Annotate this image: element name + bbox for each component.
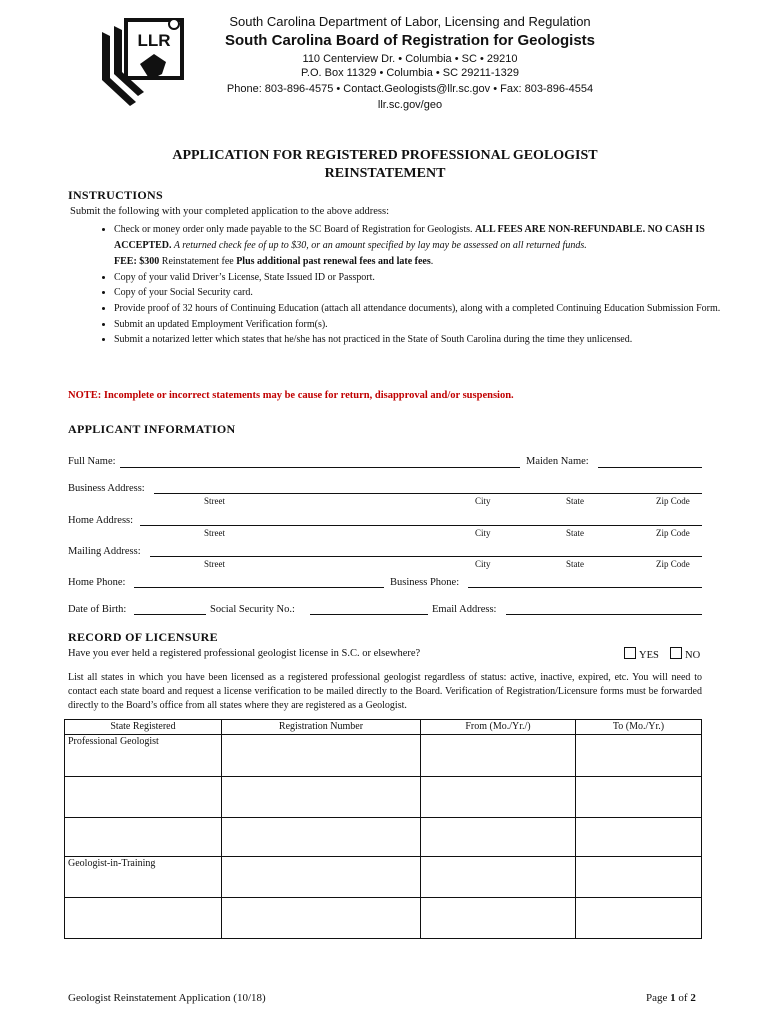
zip-caption: Zip Code xyxy=(656,559,690,569)
table-row xyxy=(65,735,702,777)
ssn-field[interactable] xyxy=(310,614,428,615)
state-caption: State xyxy=(566,528,584,538)
instruction-notarized-letter: • Submit a notarized letter which states that he/she has not practiced in the State of South Carolina during the time they unlicensed. xyxy=(114,332,734,348)
contact-info: Phone: 803-896-4575 • Contact.Geologists@llr.sc.gov • Fax: 803-896-4554 xyxy=(226,83,594,95)
licensure-instructions: List all states in which you have been licensed as a registered professional geologist regardless of status: active, inactive, expired, etc. You will need to contact each state board and request a license verification to be mailed directly to the Board. Verification of Registration/Licensure forms must be forwarded directly to the Board’s office from all states where they are registered as a Geologist. xyxy=(68,672,702,711)
home-address-field[interactable] xyxy=(140,525,702,526)
table-row xyxy=(65,857,702,898)
city-caption: City xyxy=(475,528,491,538)
business-phone-field[interactable] xyxy=(468,587,702,588)
city-caption: City xyxy=(475,496,491,506)
cell-registration[interactable] xyxy=(222,818,421,857)
state-caption: State xyxy=(566,496,584,506)
full-name-field[interactable] xyxy=(120,467,520,468)
street-address: 110 Centerview Dr. • Columbia • SC • 29210 xyxy=(302,53,518,65)
street-caption: Street xyxy=(204,496,225,506)
home-phone-label: Home Phone: xyxy=(68,577,126,588)
cell-to[interactable] xyxy=(576,898,702,939)
no-checkbox[interactable] xyxy=(670,647,682,659)
form-title-line2: REINSTATEMENT xyxy=(324,166,446,181)
licensure-heading: RECORD OF LICENSURE xyxy=(68,630,218,644)
home-address-label: Home Address: xyxy=(68,515,134,526)
state-caption: State xyxy=(566,559,584,569)
business-phone-label: Business Phone: xyxy=(390,577,460,588)
no-option[interactable]: NO xyxy=(670,647,700,661)
business-address-field[interactable] xyxy=(154,493,702,494)
cell-registration[interactable] xyxy=(222,898,421,939)
ssn-label: Social Security No.: xyxy=(210,604,295,615)
instructions-list xyxy=(92,222,734,348)
dob-label: Date of Birth: xyxy=(68,604,127,615)
maiden-name-label: Maiden Name: xyxy=(526,456,589,467)
cell-registration[interactable] xyxy=(222,857,421,898)
col-registration-number: Registration Number xyxy=(222,720,421,735)
cell-state[interactable] xyxy=(65,818,222,857)
cell-from[interactable] xyxy=(421,898,576,939)
cell-from[interactable] xyxy=(421,777,576,818)
cell-registration[interactable] xyxy=(222,735,421,777)
cell-state[interactable]: Geologist-in-Training xyxy=(65,857,222,898)
email-field[interactable] xyxy=(506,614,702,615)
instructions-heading: INSTRUCTIONS xyxy=(68,188,163,202)
website: llr.sc.gov/geo xyxy=(377,99,443,111)
city-caption: City xyxy=(475,559,491,569)
cell-to[interactable] xyxy=(576,777,702,818)
col-from: From (Mo./Yr./) xyxy=(421,720,576,735)
cell-to[interactable] xyxy=(576,735,702,777)
table-row xyxy=(65,777,702,818)
street-caption: Street xyxy=(204,528,225,538)
licensure-table xyxy=(64,719,702,939)
full-name-label: Full Name: xyxy=(68,456,116,467)
instruction-continuing-education: • Provide proof of 32 hours of Continuing Education (attach all attendance documents), along with a completed Continuing Education Submission Form. xyxy=(114,302,734,315)
board-name: South Carolina Board of Registration for Geologists xyxy=(224,32,596,49)
page-indicator: Page 1 of 2 xyxy=(646,992,696,1004)
cell-from[interactable] xyxy=(421,735,576,777)
email-label: Email Address: xyxy=(432,604,497,615)
business-address-label: Business Address: xyxy=(68,483,145,494)
table-row xyxy=(65,818,702,857)
cell-state[interactable] xyxy=(65,898,222,939)
form-title-line1: APPLICATION FOR REGISTERED PROFESSIONAL GEOLOGIST xyxy=(172,148,598,163)
zip-caption: Zip Code xyxy=(656,496,690,506)
yes-option[interactable]: YES xyxy=(624,647,659,661)
applicant-heading: APPLICANT INFORMATION xyxy=(68,422,236,436)
instruction-id: • Copy of your valid Driver’s License, State Issued ID or Passport. xyxy=(114,270,734,286)
cell-from[interactable] xyxy=(421,857,576,898)
logo-text: LLR xyxy=(137,31,171,50)
cell-registration[interactable] xyxy=(222,777,421,818)
col-to: To (Mo./Yr.) xyxy=(576,720,702,735)
maiden-name-field[interactable] xyxy=(598,467,702,468)
table-row xyxy=(65,898,702,939)
cell-to[interactable] xyxy=(576,818,702,857)
department-name: South Carolina Department of Labor, Licensing and Regulation xyxy=(229,14,591,29)
instruction-fee-payment: • Check or money order only made payable to the SC Board of Registration for Geologists. ALL FEES ARE NON-REFUNDABLE. NO CASH IS ACCEPTED. A returned check fee of up to $30, or an amount specified by lay may be assessed on all returned funds. FEE: $300 Reinstatement fee Plus additional past renewal fees and late fees. xyxy=(114,222,734,270)
licensure-question: Have you ever held a registered professional geologist license in S.C. or elsewhere? xyxy=(68,648,421,659)
cell-state[interactable] xyxy=(65,777,222,818)
instructions-intro: Submit the following with your completed application to the above address: xyxy=(70,206,390,217)
po-box-address: P.O. Box 11329 • Columbia • SC 29211-1329 xyxy=(300,67,520,79)
mailing-address-label: Mailing Address: xyxy=(68,546,141,557)
footer-form-name: Geologist Reinstatement Application (10/18) xyxy=(68,992,266,1004)
warning-note: NOTE: Incomplete or incorrect statements may be cause for return, disapproval and/or suspension. xyxy=(68,390,514,401)
cell-to[interactable] xyxy=(576,857,702,898)
zip-caption: Zip Code xyxy=(656,528,690,538)
instruction-ssn-card: • Copy of your Social Security card. xyxy=(114,285,734,301)
cell-from[interactable] xyxy=(421,818,576,857)
yes-checkbox[interactable] xyxy=(624,647,636,659)
col-state-registered: State Registered xyxy=(65,720,222,735)
dob-field[interactable] xyxy=(134,614,206,615)
cell-state[interactable]: Professional Geologist xyxy=(65,735,222,777)
street-caption: Street xyxy=(204,559,225,569)
home-phone-field[interactable] xyxy=(134,587,384,588)
instruction-employment: • Submit an updated Employment Verification form(s). xyxy=(114,317,734,333)
mailing-address-field[interactable] xyxy=(150,556,702,557)
